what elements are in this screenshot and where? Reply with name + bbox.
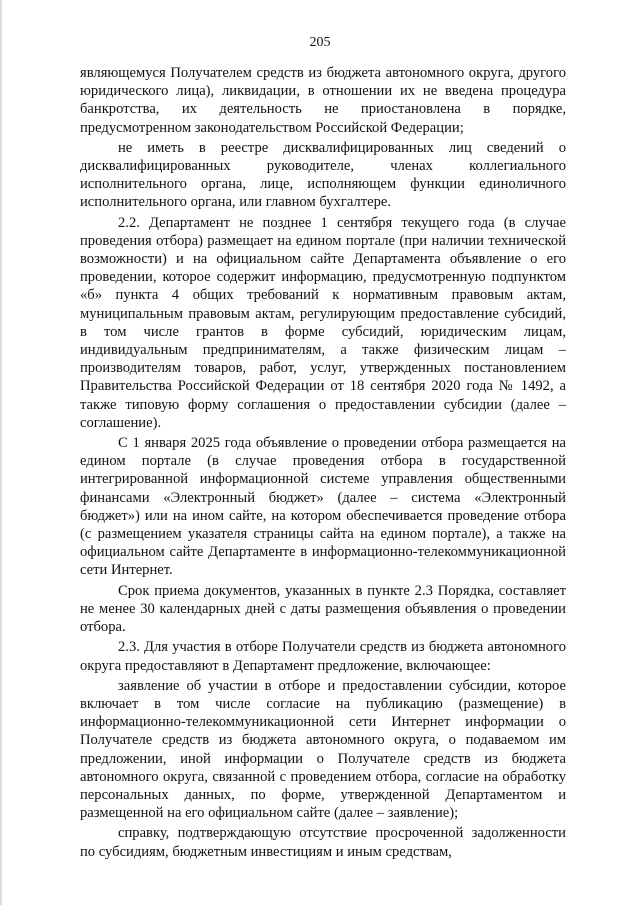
- paragraph-disqualified-persons: не иметь в реестре дисквалифицированных лиц сведений о дисквалифицированных руководителе, членах коллегиального исполнительного органа, лице, исполняющем функции единоличного исполнительного органа, или главном бухгалтере.: [80, 139, 566, 211]
- paragraph-2-2: 2.2. Департамент не позднее 1 сентября текущего года (в случае проведения отбора) размещает на едином портале (при наличии технической возможности) и на официальном сайте Департамента объявление о его проведении, которое содержит информацию, предусмотренную подпунктом «б» пункта 4 общих требований к нормативным правовым актам, муниципальным правовым актам, регулирующим предоставление субсидий, в том числе грантов в форме субсидий, юридическим лицам, индивидуальным предпринимателям, а также физическим лицам – производителям товаров, работ, услуг, утвержденных постановлением Правительства Российской Федерации от 18 сентября 2020 года № 1492, а также типовую форму соглашения о предоставлении субсидии (далее – соглашение).: [80, 214, 566, 431]
- paragraph-application: заявление об участии в отборе и предоставлении субсидии, которое включает в том числе согласие на публикацию (размещение) в информационно-телекоммуникационной сети Интернет информации о Получателе средств из бюджета автономного округа, о подаваемом им предложении, иной информации о Получателе средств из бюджета автономного округа, связанной с проведением отбора, согласие на обработку персональных данных, по форме, утвержденной Департаментом и размещенной на его официальном сайте (далее – заявление);: [80, 677, 566, 822]
- paragraph-certificate: справку, подтверждающую отсутствие просроченной задолженности по субсидиям, бюджетным инвестициям и иным средствам,: [80, 825, 566, 860]
- document-body: [80, 64, 566, 863]
- paragraph-2-3: 2.3. Для участия в отборе Получатели средств из бюджета автономного округа предоставляют в Департамент предложение, включающее:: [80, 639, 566, 674]
- paragraph-deadline: Срок приема документов, указанных в пункте 2.3 Порядка, составляет не менее 30 календарных дней с даты размещения объявления о проведении отбора.: [80, 582, 566, 636]
- paragraph-continuation: являющемуся Получателем средств из бюджета автономного округа, другого юридического лица), ликвидации, в отношении их не введена процедура банкротства, их деятельность не приостановлена в порядке, предусмотренном законодательством Российской Федерации;: [80, 65, 566, 136]
- page-number: 205: [309, 35, 331, 50]
- paragraph-from-2025: С 1 января 2025 года объявление о проведении отбора размещается на едином портале (в случае проведения отбора в государственной интегрированной информационной системе управления общественными финансами «Электронный бюджет» (далее – система «Электронный бюджет») или на ином сайте, на котором обеспечивается проведение отбора (с размещением указателя страницы сайта на едином портале), а также на официальном сайте Департаменте в информационно-телекоммуникационной сети Интернет.: [80, 435, 566, 579]
- scan-edge-shadow: [0, 0, 3, 905]
